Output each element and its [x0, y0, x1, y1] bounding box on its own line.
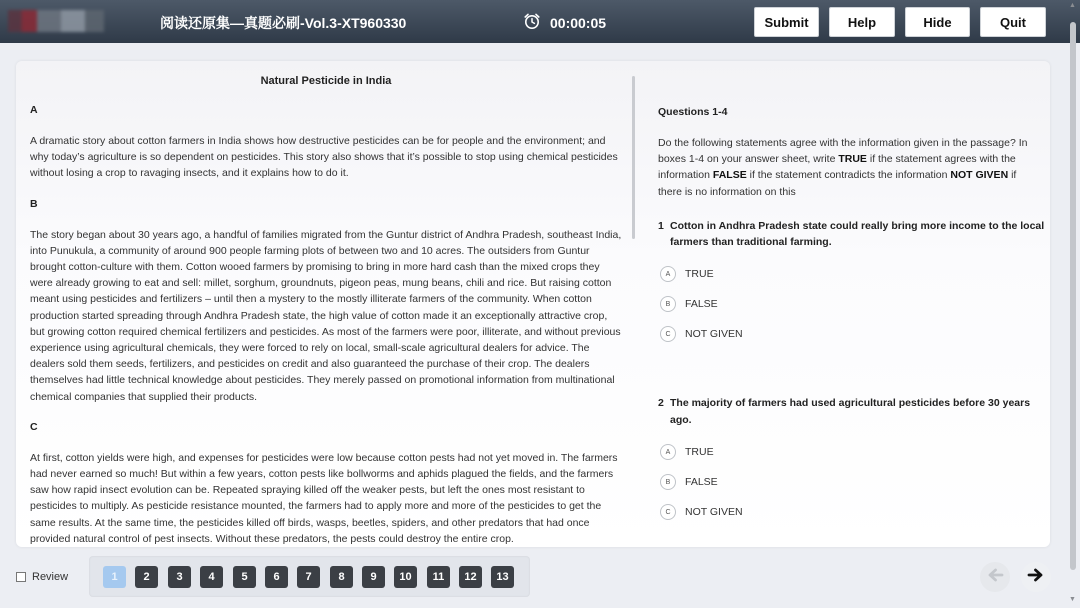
- option-false[interactable]: [658, 467, 1048, 497]
- timer: [523, 12, 606, 33]
- page-button-1[interactable]: 1: [103, 566, 126, 588]
- passage-pane[interactable]: [16, 61, 636, 545]
- question-1: [658, 218, 1048, 350]
- review-label: Review: [32, 571, 69, 583]
- option-true[interactable]: [658, 437, 1048, 467]
- option-true[interactable]: [658, 259, 1048, 289]
- option-false[interactable]: [658, 289, 1048, 319]
- page-button-12[interactable]: 12: [459, 566, 482, 588]
- option-radio[interactable]: A: [660, 444, 676, 460]
- next-button[interactable]: [1021, 562, 1051, 592]
- section-text-c: At first, cotton yields were high, and expenses for pesticides were low because cotton pests had not yet moved in. The farmers had never earned so much! But within a few years, cotton pests like bollworms and aphids plagued the fields, and the farmers saw how rapid insect evolution can be. Repeated spraying killed off the weaker pests, but left the ones most resistant to pesticides to multiply. As pesticide resistance mounted, the farmers had to apply more and more of the pesticides to get the same results. At the same time, the pesticides killed off birds, wasps, beetles, spiders, and other predators that had once provided natural control of pest insects. Without these predators, the pests could destroy the entire crop.: [30, 451, 618, 545]
- option-label: NOT GIVEN: [685, 506, 743, 518]
- option-radio[interactable]: C: [660, 504, 676, 520]
- page-button-13[interactable]: 13: [491, 566, 514, 588]
- question-text: 2 The majority of farmers had used agricultural pesticides before 30 years ago.: [658, 397, 1031, 426]
- question-navigator: [89, 556, 530, 597]
- option-not-given[interactable]: [658, 319, 1048, 349]
- section-text-b: The story began about 30 years ago, a handful of families migrated from the Guntur district of Andhra Pradesh, southeast India, into Punukula, a community of around 900 people farming plots of between two and 10 acres. The outsiders from Guntur brought cotton-culture with them. Cotton wooed farmers by promising to bring in more hard cash than the mixed crops they were already growing to eat and sell: millet, sorghum, groundnuts, pigeon peas, mung beans, chili and rice. But raising cotton meant using pesticides and fertilizers – until then a mystery to the mostly illiterate farmers of the community. When cotton production started spreading through Andhra Pradesh state, the high value of cotton made it an exceptionally attractive crop, but growing cotton required chemical fertilizers and pesticides. As most of the farmers were poor, illiterate, and without previous experience using agricultural chemicals, they were forced to rely on local, small-scale agricultural dealers for advice. The dealers sold them seeds, fertilizers, and pesticides on credit and also guaranteed the purchase of their crop. The dealers themselves had little technical knowledge about pesticides. They merely passed on promotional information from multinational chemical companies that supplied their products.: [30, 228, 622, 403]
- page-button-9[interactable]: 9: [362, 566, 385, 588]
- window-scrollbar[interactable]: [1066, 0, 1080, 608]
- option-label: TRUE: [685, 446, 714, 458]
- exam-title: 阅读还原集—真题必刷-Vol.3-XT960330: [160, 15, 407, 31]
- question-2: [658, 395, 1048, 527]
- review-toggle[interactable]: [16, 571, 68, 583]
- brand-logo: [8, 10, 104, 32]
- page-button-3[interactable]: 3: [168, 566, 191, 588]
- page-button-8[interactable]: 8: [330, 566, 353, 588]
- pane-splitter[interactable]: [632, 76, 635, 239]
- option-label: FALSE: [685, 476, 718, 488]
- option-label: FALSE: [685, 298, 718, 311]
- scroll-down-icon[interactable]: ▼: [1069, 596, 1076, 603]
- passage-title: Natural Pesticide in India: [260, 75, 392, 87]
- page-button-6[interactable]: 6: [265, 566, 288, 588]
- page-button-10[interactable]: 10: [394, 566, 417, 588]
- option-radio[interactable]: C: [660, 326, 676, 342]
- section-text-a: A dramatic story about cotton farmers in India shows how destructive pesticides can be for people and the environment; and why today’s agriculture is so dependent on pesticides. This story also shows that it’s possible to stop using chemical pesticides without losing a crop to ravaging insects, and it explains how to do it.: [30, 135, 618, 180]
- page-button-5[interactable]: 5: [233, 566, 256, 588]
- scroll-up-icon[interactable]: ▲: [1069, 2, 1076, 9]
- alarm-clock-icon: [523, 12, 541, 33]
- questions-heading: Questions 1-4: [658, 106, 728, 118]
- help-button[interactable]: Help: [829, 7, 895, 37]
- page-button-7[interactable]: 7: [297, 566, 320, 588]
- page-button-4[interactable]: 4: [200, 566, 223, 588]
- arrow-right-icon: [1028, 568, 1044, 587]
- timer-value: 00:00:05: [550, 14, 607, 31]
- option-label: TRUE: [685, 268, 714, 281]
- review-checkbox[interactable]: [16, 572, 26, 582]
- previous-button[interactable]: [980, 562, 1010, 592]
- option-radio[interactable]: B: [660, 296, 676, 312]
- quit-button[interactable]: Quit: [980, 7, 1046, 37]
- arrow-left-icon: [987, 568, 1003, 587]
- questions-instructions: Do the following statements agree with the information given in the passage? In boxes 1-4 on your answer sheet, write TRUE if the statement agrees with the information FALSE if the statement contradicts the information NOT GIVEN if there is no information on this: [658, 137, 1028, 198]
- option-label: NOT GIVEN: [685, 328, 743, 341]
- option-radio[interactable]: A: [660, 266, 676, 282]
- questions-pane[interactable]: [658, 61, 1048, 541]
- page-button-2[interactable]: 2: [135, 566, 158, 588]
- section-letter-b: B: [30, 197, 38, 210]
- section-letter-a: A: [30, 104, 38, 116]
- section-letter-c: C: [30, 420, 38, 433]
- scrollbar-thumb[interactable]: [1070, 22, 1076, 570]
- option-radio[interactable]: B: [660, 474, 676, 490]
- main-panel: [16, 61, 1050, 547]
- question-text: 1 Cotton in Andhra Pradesh state could really bring more income to the local farmers than traditional farming.: [658, 219, 1045, 249]
- page-button-11[interactable]: 11: [427, 566, 450, 588]
- option-not-given[interactable]: [658, 497, 1048, 527]
- top-bar: [0, 0, 1080, 43]
- submit-button[interactable]: Submit: [754, 7, 819, 37]
- hide-button[interactable]: Hide: [905, 7, 970, 37]
